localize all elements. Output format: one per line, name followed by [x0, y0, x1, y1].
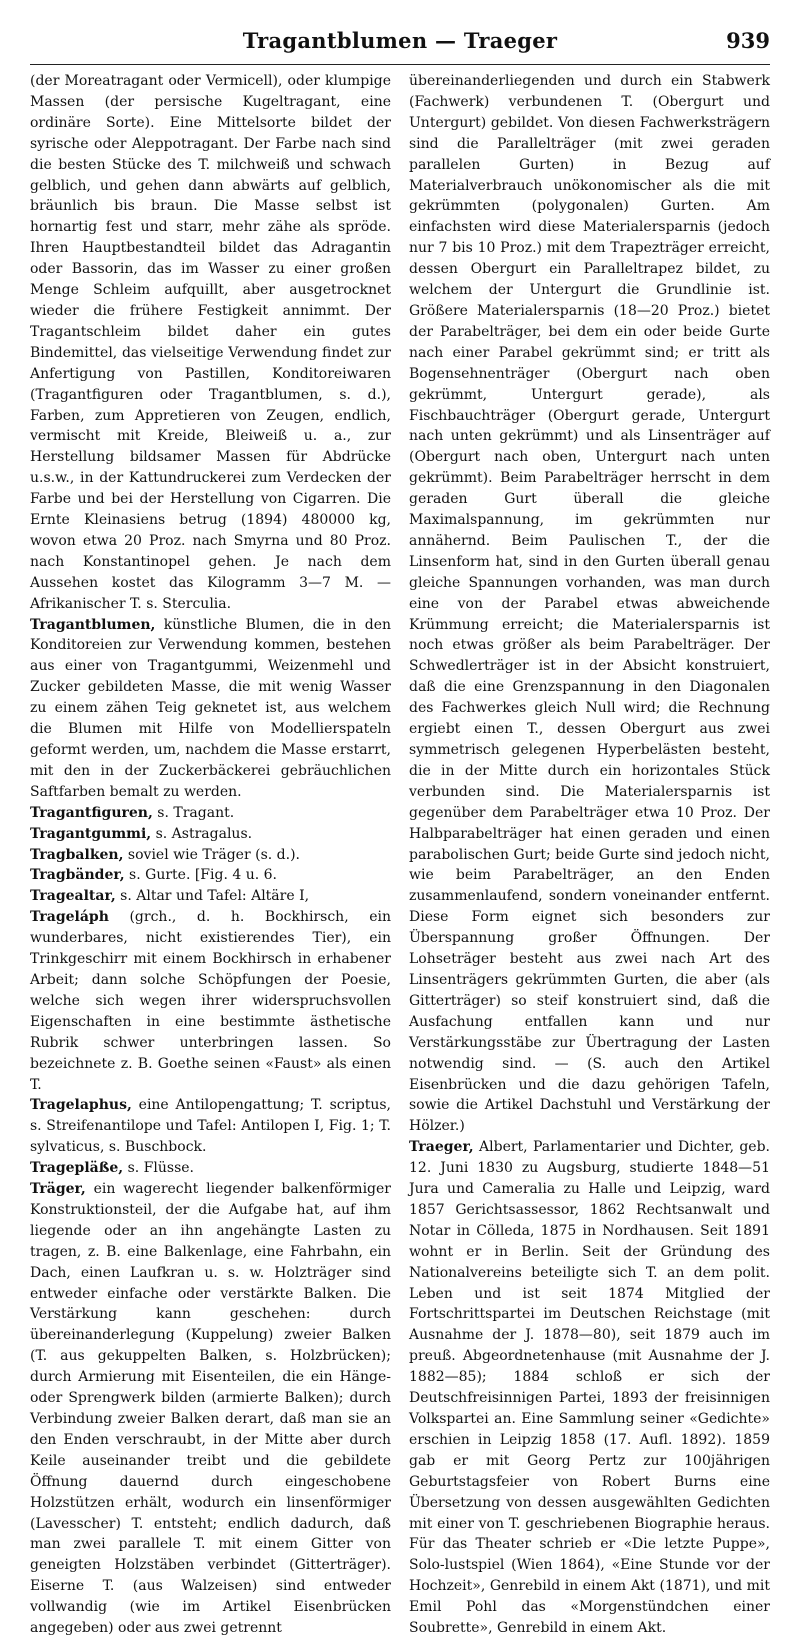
dictionary-entry: [30, 615, 391, 803]
entry-term: Tragelaphus,: [30, 1097, 132, 1114]
continued-text: [409, 71, 770, 1137]
entry-text: (grch., d. h. Bockhirsch, ein wunderbares, nicht existierendes Tier), ein Trinkgeschirr mit einem Bockhirsch in erhabener Arbeit; dann solche Schöpfungen der Poesie, welche sich wegen ihrer widerspruchsvollen Eigenschaften in eine bestimmte ästhetische Rubrik schwer unterbringen lassen. So bezeichnete z. B. Goethe seinen «Faust» als einen T.: [30, 909, 391, 1093]
entry-text: soviel wie Träger (s. d.).: [123, 846, 300, 863]
entry-term: Tragbänder,: [30, 867, 125, 884]
entry-text: Albert, Parlamentarier und Dichter, geb. 12. Juni 1830 zu Augsburg, studierte 1848—51 Jura und Cameralia zu Halle und Leipzig, ward 1857 Gerichtsassessor, 1862 Rechtsanwalt und Notar in Cölleda, 1875 in Nordhausen. Seit 1891 wohnt er in Berlin. Seit der Gründung des Nationalvereins beteiligte sich T. an dem polit. Leben und ist seit 1874 Mitglied der Fortschrittspartei im Deutschen Reichstage (mit Ausnahme der J. 1878—80), seit 1879 auch im preuß. Abgeordnetenhause (mit Ausnahme der J. 1882—85); 1884 schloß er sich der Deutschfreisinnigen Partei, 1893 der freisinnigen Volkspartei an. Eine Sammlung seiner «Gedichte» erschien in Leipzig 1858 (17. Aufl. 1892). 1859 gab er mit Georg Pertz zur 100jährigen Geburtstagsfeier von Robert Burns eine Übersetzung von dessen ausgewählten Gedichten mit einer von T. geschriebenen Biographie heraus. Für das Theater schrieb er «Die letzte Puppe», Solo-lustspiel (Wien 1864), «Eine Stunde vor der Hochzeit», Genrebild in einem Akt (1871), und mit Emil Pohl das «Morgenstündchen einer Soubrette», Genrebild in einem Akt.: [409, 1139, 770, 1637]
dictionary-entry: [30, 1095, 391, 1158]
continued-text: [30, 71, 391, 615]
dictionary-entry: [30, 803, 391, 824]
entry-term: Tragbalken,: [30, 846, 124, 863]
dictionary-entry: [30, 1158, 391, 1179]
left-column: [30, 71, 391, 1637]
right-column: [409, 71, 770, 1637]
dictionary-entry: [30, 845, 391, 866]
entry-text: ein wagerecht liegender balkenförmiger Konstruktionsteil, der die Aufgabe hat, auf ihm liegende oder an ihn angehängte Lasten zu tragen, z. B. eine Balkenlage, eine Fahrbahn, ein Dach, einen Laufkran u. s. w. Holzträger sind entweder einfache oder verstärkte Balken. Die Verstärkung kann geschehen: durch übereinanderlegung (Kuppelung) zweier Balken (T. aus gekuppelten Balken, s. Holzbrücken); durch Armierung mit Eisenteilen, die ein Hänge- oder Sprengwerk bilden (armierte Balken); durch Verbindung zweier Balken derart, daß man sie an den Enden verschraubt, in der Mitte aber durch Keile auseinander treibt und die gebildete Öffnung dauernd durch eingeschobene Holzstützen erhält, wodurch ein linsenförmiger (Lavesscher) T. entsteht; endlich dadurch, daß man zwei parallele T. mit einem Gitter von geneigten Holzstäben verbindet (Gitterträger). Eiserne T. (aus Walzeisen) sind entweder vollwandig (wie im Artikel Eisenbrücken angegeben) oder aus zwei getrennt: [30, 1181, 391, 1637]
entry-text: s. Tragant.: [152, 804, 235, 821]
entry-term: Träger,: [30, 1181, 86, 1198]
entry-text: s. Gurte. [Fig. 4 u. 6.: [124, 867, 277, 884]
entry-term: Tragantgummi,: [30, 825, 152, 842]
dictionary-entry: [30, 865, 391, 886]
entry-term: Tragealtar,: [30, 888, 116, 905]
entry-term: Tragantblumen,: [30, 616, 156, 633]
dictionary-entry: [30, 1179, 391, 1639]
text-columns: [30, 71, 770, 1637]
entry-text: s. Flüsse.: [123, 1160, 194, 1177]
page-header: [30, 28, 770, 65]
entry-term: Traeger,: [409, 1139, 474, 1156]
entry-term: Trageláph: [30, 909, 109, 926]
entry-text: s. Altar und Tafel: Altäre I,: [115, 888, 310, 905]
entry-term: Tragepläße,: [30, 1160, 124, 1177]
dictionary-entry: [30, 886, 391, 907]
page-number: 939: [726, 28, 770, 53]
page-title: Tragantblumen — Traeger: [242, 28, 558, 53]
entry-text: übereinanderliegenden und durch ein Stabwerk (Fachwerk) verbundenen T. (Obergurt und Untergurt) gebildet. Von diesen Fachwerksträgern sind die Parallelträger (mit zwei geraden parallelen Gurten) in Bezug auf Materialverbrauch unökonomischer als die mit gekrümmten (polygonalen) Gurten. Am einfachsten wird diese Materialersparnis (jedoch nur 7 bis 10 Proz.) mit dem Trapezträger erreicht, dessen Obergurt ein Paralleltrapez bildet, zu welchem der Untergurt die Grundlinie ist. Größere Materialersparnis (18—20 Proz.) bietet der Parabelträger, bei dem ein oder beide Gurte nach einer Parabel gekrümmt sind; er tritt als Bogensehnenträger (Obergurt nach oben gekrümmt, Untergurt gerade), als Fischbauchträger (Obergurt gerade, Untergurt nach unten gekrümmt) und als Linsenträger auf (Obergurt nach oben, Untergurt nach unten gekrümmt). Beim Parabelträger herrscht in dem geraden Gurt überall die gleiche Maximalspannung, im gekrümmten nur annähernd. Beim Paulischen T., der die Linsenform hat, sind in den Gurten überall genau gleiche Spannungen vorhanden, was man durch eine von der Parabel etwas abweichende Krümmung erreicht; die Materialersparnis ist noch etwas größer als beim Parabelträger. Der Schwedlerträger ist in der Absicht konstruiert, daß die eine Grenzspannung in den Diagonalen des Fachwerkes gleich Null wird; die Rechnung ergiebt einen T., dessen Obergurt aus zwei symmetrisch gelegenen Hyperbelästen besteht, die in der Mitte durch ein horizontales Stück verbunden sind. Die Materialersparnis ist gegenüber dem Parabelträger etwa 10 Proz. Der Halbparabelträger hat einen geraden und einen parabolischen Gurt; beide Gurte sind jedoch nicht, wie beim Parabelträger, an den Enden zusammenlaufend, sondern voneinander entfernt. Diese Form eignet sich besonders zur Überspannung großer Öffnungen. Der Lohseträger besteht aus zwei nach Art des Linsenträgers gekrümmten Gurten, die aber (als Gitterträger) so steif konstruiert sind, daß die Ausfachung entfallen kann und nur Verstärkungsstäbe zur Übertragung der Lasten notwendig sind. — (S. auch den Artikel Eisenbrücken und die dazu gehörigen Tafeln, sowie die Artikel Dachstuhl und Verstärkung der Hölzer.): [409, 73, 770, 1135]
dictionary-entry: [30, 824, 391, 845]
entry-term: Tragantfiguren,: [30, 804, 153, 821]
entry-text: eine Antilopengattung; T. scriptus, s. Streifenantilope und Tafel: Antilopen I, Fig. 1; T. sylvaticus, s. Buschbock.: [30, 1097, 391, 1156]
dictionary-entry: [409, 1137, 770, 1639]
entry-text: (der Moreatragant oder Vermicell), oder klumpige Massen (der persische Kugeltragant, eine ordinäre Sorte). Eine Mittelsorte bildet der syrische oder Aleppotragant. Der Farbe nach sind die besten Stücke des T. milchweiß und schwach gelblich, und gehen dann abwärts auf gelblich, bräunlich bis braun. Die Masse selbst ist hornartig fest und starr, mehr zähe als spröde. Ihren Hauptbestandteil bildet das Adragantin oder Bassorin, das im Wasser zu einer großen Menge Schleim aufquillt, aber ausgetrocknet wieder die frühere Festigkeit annimmt. Der Tragantschleim bildet daher ein gutes Bindemittel, das vielseitige Verwendung findet zur Anfertigung von Pastillen, Konditoreiwaren (Tragantfiguren oder Tragantblumen, s. d.), Farben, zum Appretieren von Zeugen, endlich, vermischt mit Kreide, Bleiweiß u. a., zur Herstellung bildsamer Massen für Abdrücke u.s.w., in der Kattundruckerei zum Verdecken der Farbe und bei der Herstellung von Cigarren. Die Ernte Kleinasiens betrug (1894) 480000 kg, wovon etwa 20 Proz. nach Smyrna und 80 Proz. nach Konstantinopel gehen. Je nach dem Aussehen kostet das Kilogramm 3—7 M. — Afrikanischer T. s. Sterculia.: [30, 73, 391, 612]
entry-text: künstliche Blumen, die in den Konditoreien zur Verwendung kommen, bestehen aus einer von Tragantgummi, Weizenmehl und Zucker gebildeten Masse, die mit wenig Wasser zu einem zähen Teig geknetet ist, aus welchem die Blumen mit Hilfe von Modellierspateln geformt werden, um, nachdem die Masse erstarrt, mit den in der Zuckerbäckerei gebräuchlichen Saftfarben bemalt zu werden.: [30, 616, 391, 800]
entry-text: s. Astragalus.: [151, 825, 253, 842]
dictionary-entry: [30, 907, 391, 1095]
